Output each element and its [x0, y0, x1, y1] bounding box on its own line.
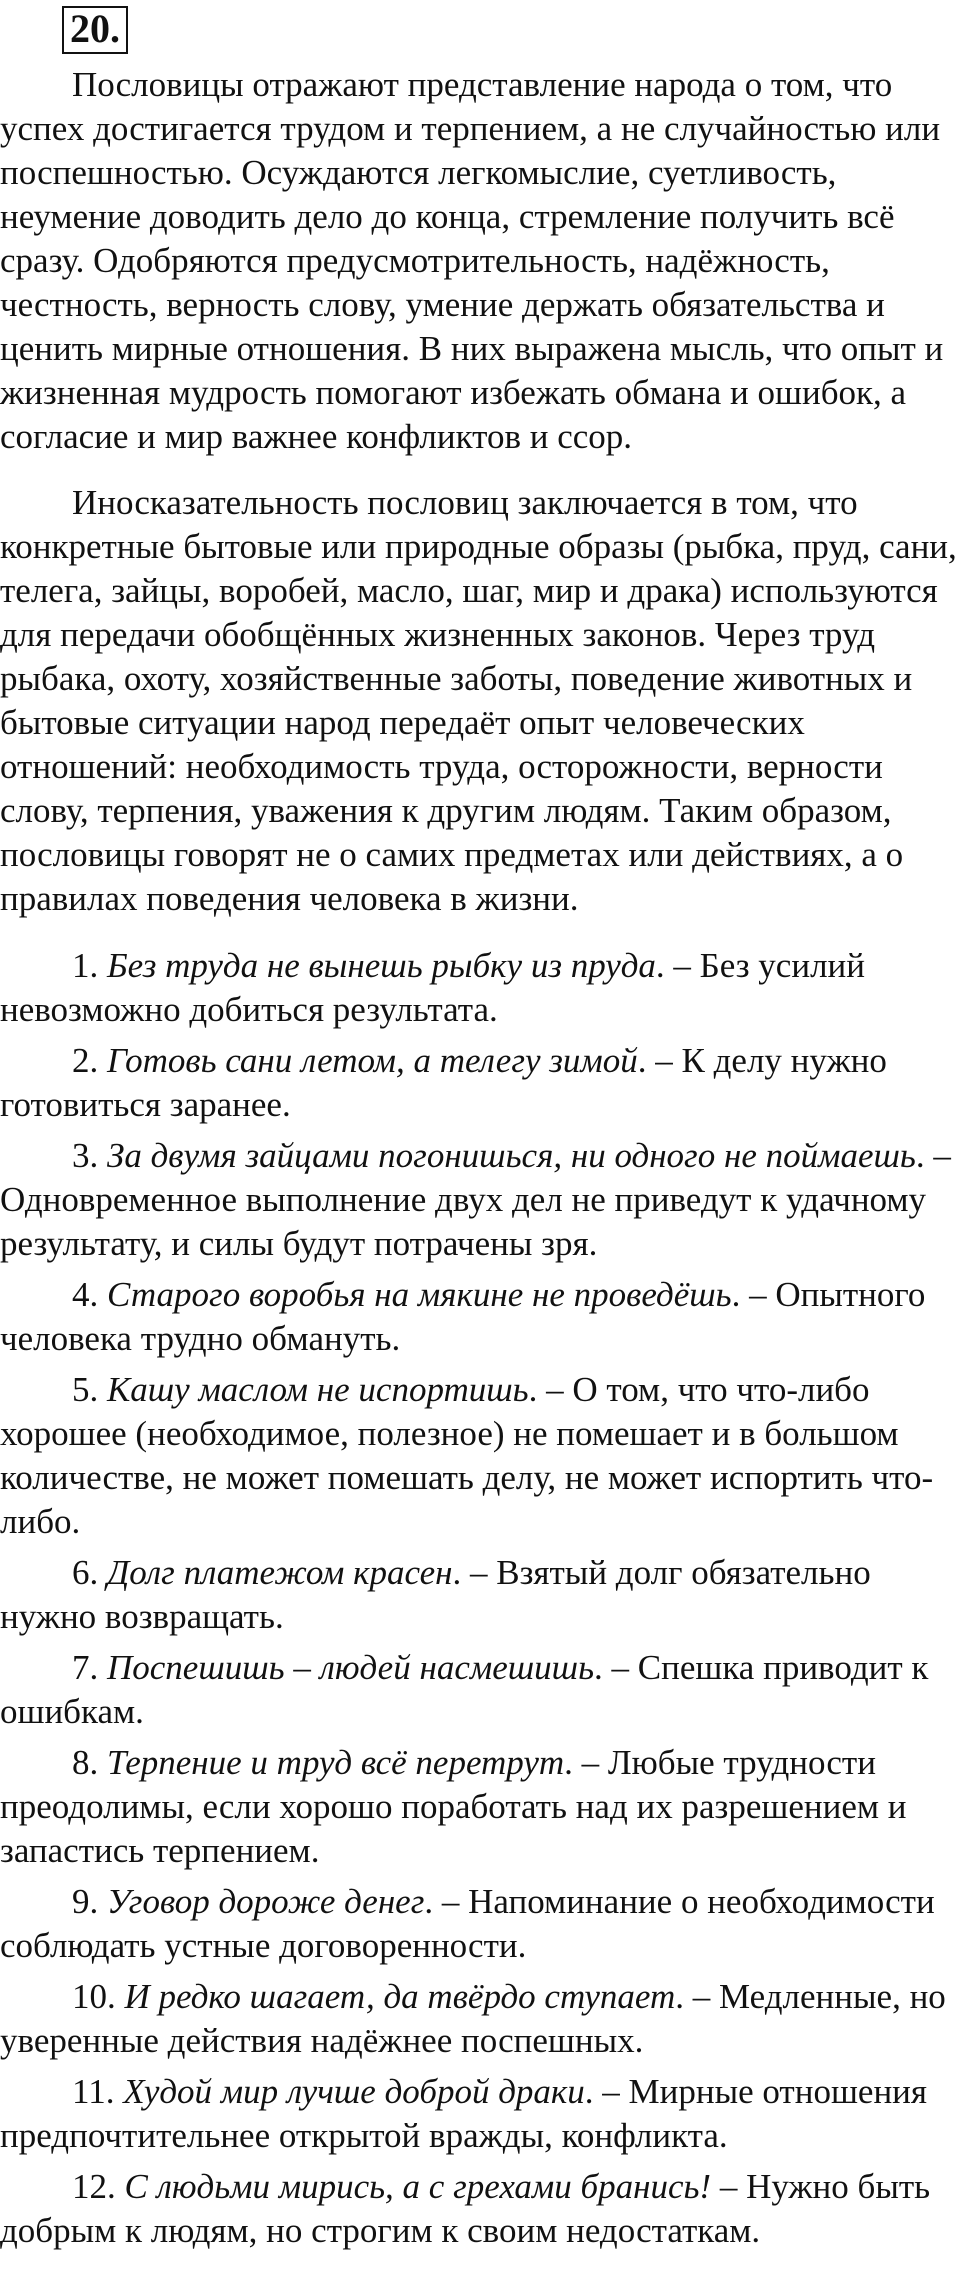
proverb-item [0, 944, 960, 1032]
proverb-phrase: Готовь сани летом, а телегу зимой [107, 1041, 638, 1080]
proverb-item [0, 2070, 960, 2158]
proverb-item [0, 1134, 960, 1266]
proverb-number: 9. [72, 1882, 99, 1921]
proverb-meaning: – Нужно быть добрым к людям, но строгим к своим недостаткам. [0, 2167, 931, 2250]
proverb-number: 2. [72, 1041, 99, 1080]
proverb-item [0, 1646, 960, 1734]
proverb-phrase: Уговор дороже денег [107, 1882, 425, 1921]
proverb-meaning: . – Опытного человека трудно обмануть. [0, 1275, 926, 1358]
proverb-meaning: . – К делу нужно готовиться заранее. [0, 1041, 887, 1124]
proverb-meaning: . – Одновременное выполнение двух дел не приведут к удачному результату, и силы будут потрачены зря. [0, 1136, 951, 1263]
proverb-number: 10. [72, 1977, 116, 2016]
proverb-phrase: Терпение и труд всё перетрут [107, 1743, 565, 1782]
proverb-number: 5. [72, 1370, 99, 1409]
proverb-phrase: Кашу маслом не испортишь [107, 1370, 529, 1409]
proverb-list [0, 944, 960, 2253]
proverb-number: 6. [72, 1553, 99, 1592]
task-number-badge: 20. [62, 6, 128, 54]
proverb-meaning: . – Напоминание о необходимости соблюдать устные договоренности. [0, 1882, 935, 1965]
proverb-meaning: . – Медленные, но уверенные действия надёжнее поспешных. [0, 1977, 946, 2060]
proverb-phrase: За двумя зайцами погонишься, ни одного не поймаешь [107, 1136, 916, 1175]
proverb-number: 11. [72, 2072, 115, 2111]
summary-paragraph: Пословицы отражают представление народа о том, что успех достигается трудом и терпением, а не случайностью или поспешностью. Осуждаются легкомыслие, суетливость, неумение доводить дело до конца, стремление получить всё сразу. Одобряются предусмотрительность, надёжность, честность, верность слову, умение держать обязательства и ценить мирные отношения. В них выражена мысль, что опыт и жизненная мудрость помогают избежать обмана и ошибок, а согласие и мир важнее конфликтов и ссор. [0, 65, 944, 456]
proverb-meaning: . – О том, что что-либо хорошее (необходимое, полезное) не помешает и в большом количестве, не может помешать делу, не может испортить что-либо. [0, 1370, 934, 1541]
proverb-phrase: Худой мир лучше доброй драки [123, 2072, 585, 2111]
proverb-item [0, 1741, 960, 1873]
proverb-item [0, 1975, 960, 2063]
proverb-number: 1. [72, 946, 99, 985]
proverb-number: 3. [72, 1136, 99, 1175]
proverb-phrase: Без труда не вынешь рыбку из пруда [107, 946, 656, 985]
proverb-meaning: . – Мирные отношения предпочтительнее открытой вражды, конфликта. [0, 2072, 928, 2155]
proverb-meaning: . – Спешка приводит к ошибкам. [0, 1648, 929, 1731]
proverb-meaning: . – Взятый долг обязательно нужно возвращать. [0, 1553, 871, 1636]
proverb-number: 7. [72, 1648, 99, 1687]
proverb-number: 12. [72, 2167, 116, 2206]
proverb-phrase: С людьми мирись, а с грехами бранись! [124, 2167, 712, 2206]
proverb-item [0, 1039, 960, 1127]
proverb-item [0, 1273, 960, 1361]
proverb-item [0, 1368, 960, 1544]
proverb-item [0, 1880, 960, 1968]
allegory-paragraph: Иносказательность пословиц заключается в том, что конкретные бытовые или природные образы (рыбка, пруд, сани, телега, зайцы, воробей, масло, шаг, мир и драка) используются для передачи обобщённых жизненных законов. Через труд рыбака, охоту, хозяйственные заботы, поведение животных и бытовые ситуации народ передаёт опыт человеческих отношений: необходимость труда, осторожности, верности слову, терпения, уважения к другим людям. Таким образом, пословицы говорят не о самих предметах или действиях, а о правилах поведения человека в жизни. [0, 483, 957, 918]
proverb-item [0, 2165, 960, 2253]
proverb-number: 4. [72, 1275, 99, 1314]
proverb-item [0, 1551, 960, 1639]
proverb-meaning: . – Любые трудности преодолимы, если хорошо поработать над их разрешением и запастись терпением. [0, 1743, 907, 1870]
proverb-phrase: И редко шагает, да твёрдо ступает [124, 1977, 676, 2016]
proverb-phrase: Старого воробья на мякине не проведёшь [107, 1275, 732, 1314]
proverb-phrase: Долг платежом красен [107, 1553, 453, 1592]
proverb-phrase: Поспешишь – людей насмешишь [107, 1648, 595, 1687]
proverb-meaning: . – Без усилий невозможно добиться результата. [0, 946, 865, 1029]
proverb-number: 8. [72, 1743, 99, 1782]
